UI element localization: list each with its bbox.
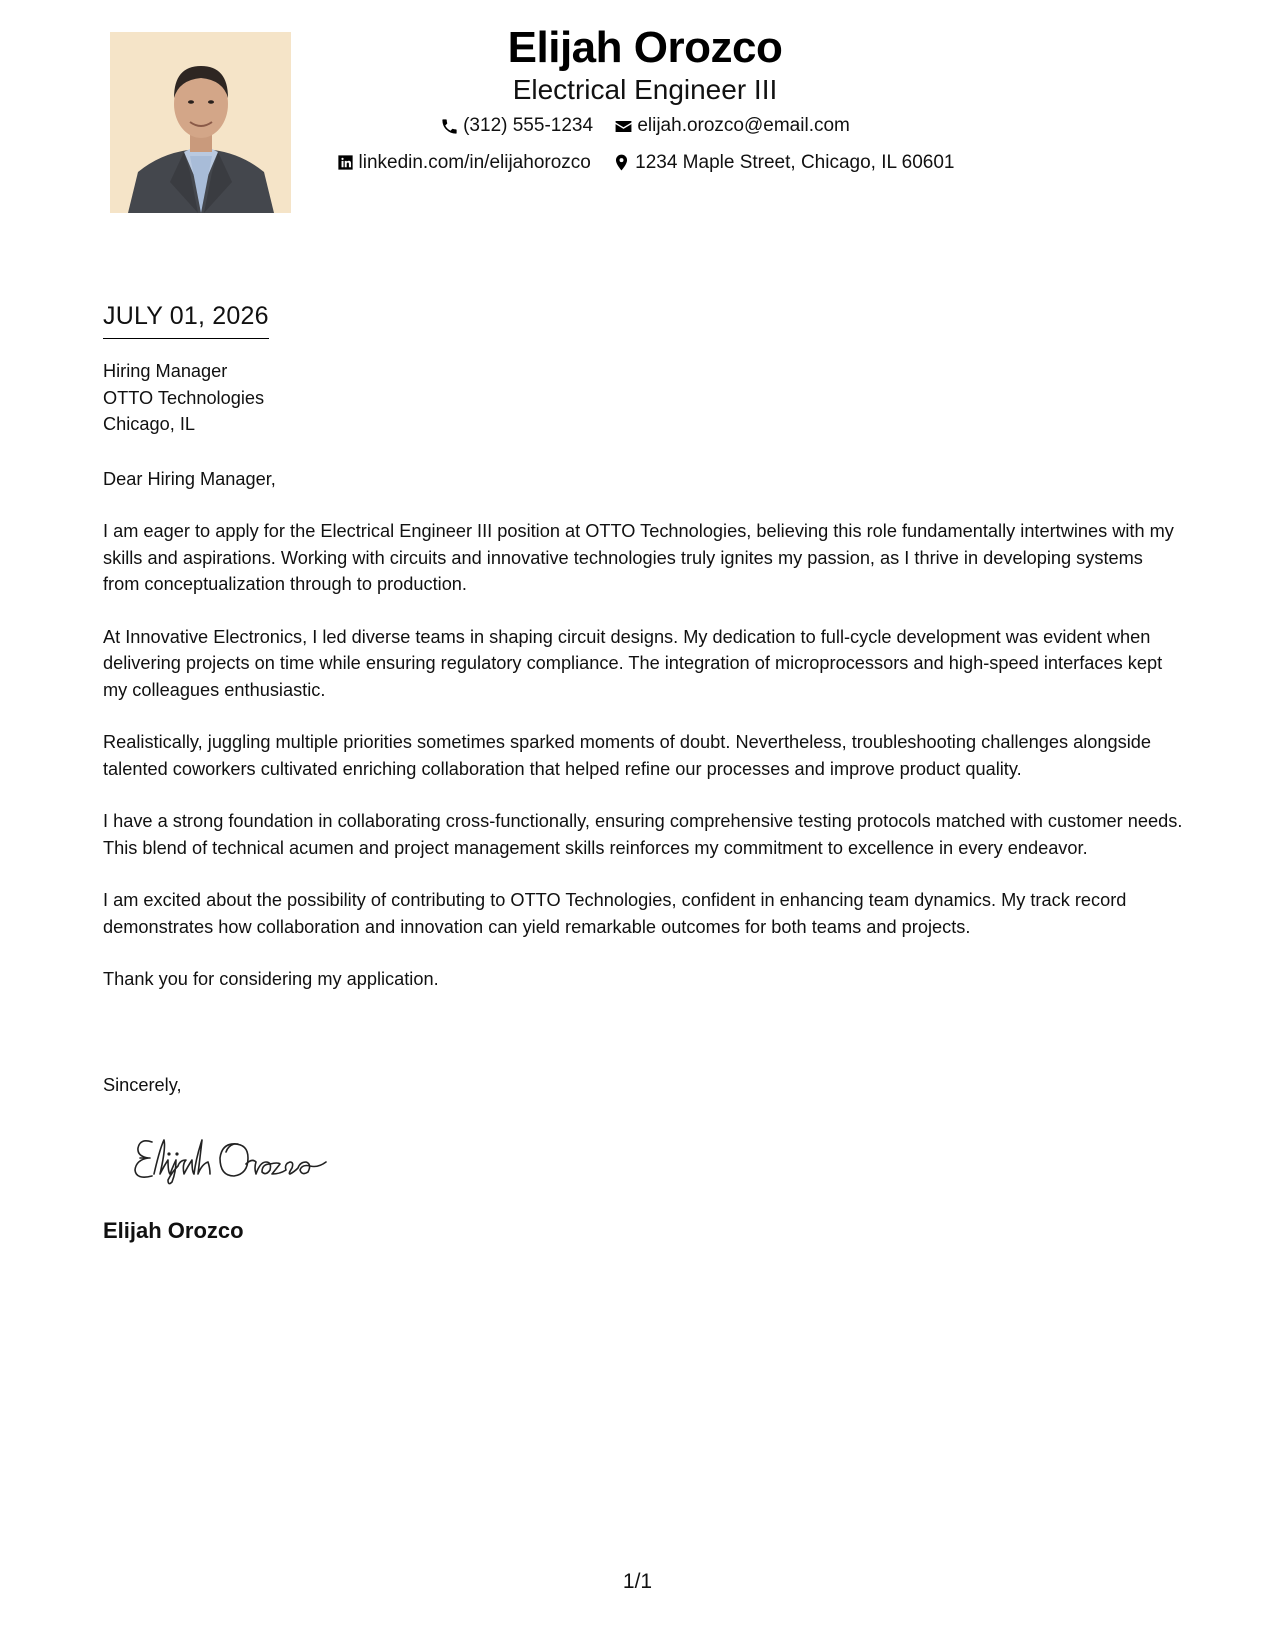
- applicant-name: Elijah Orozco: [507, 23, 783, 72]
- page-indicator: 1/1: [622, 1570, 653, 1593]
- letter-body: [103, 358, 1183, 1019]
- linkedin-text: linkedin.com/in/elijahorozco: [358, 151, 591, 173]
- letter-date: JULY 01, 2026: [103, 300, 269, 339]
- signer-name: Elijah Orozco: [103, 1218, 244, 1243]
- recipient-line: Hiring Manager: [103, 361, 228, 381]
- body-paragraph: At Innovative Electronics, I led diverse teams in shaping circuit designs. My dedication to full-cycle development was evident when delivering projects on time while ensuring regulatory compliance. The integration of microprocessors and high-speed interfaces kept my colleagues enthusiastic.: [103, 626, 1163, 700]
- body-paragraph: I am eager to apply for the Electrical Engineer III position at OTTO Technologies, believing this role fundamentally intertwines with my skills and aspirations. Working with circuits and innovative technologies truly ignites my passion, as I thrive in developing systems from conceptualization through to production.: [103, 521, 1174, 594]
- phone-text: (312) 555-1234: [463, 115, 594, 136]
- salutation: Dear Hiring Manager,: [103, 468, 276, 489]
- body-paragraph: Realistically, juggling multiple priorities sometimes sparked moments of doubt. Nevertheless, troubleshooting challenges alongside talented coworkers cultivated enriching collaboration that helped refine our processes and improve product quality.: [103, 732, 1152, 779]
- address-text: 1234 Maple Street, Chicago, IL 60601: [635, 151, 955, 173]
- phone-icon: [440, 117, 459, 136]
- body-paragraph: I am excited about the possibility of contributing to OTTO Technologies, confident in enhancing team dynamics. My track record demonstrates how collaboration and innovation can yield remarkable outcomes for both teams and projects.: [103, 890, 1127, 937]
- contact-linkedin: [336, 151, 591, 175]
- contact-email: [614, 114, 850, 138]
- contact-address: [612, 151, 954, 175]
- body-paragraph: Thank you for considering my application.: [103, 969, 439, 989]
- contact-row-2: [290, 151, 1000, 180]
- map-pin-icon: [612, 153, 631, 172]
- letter-header: [290, 22, 1000, 179]
- body-paragraph: I have a strong foundation in collaborating cross-functionally, ensuring comprehensive testing protocols matched with customer needs. This blend of technical acumen and project management skills reinforces my commitment to excellence in every endeavor.: [103, 811, 1183, 858]
- email-text: elijah.orozco@email.com: [637, 115, 850, 136]
- contact-row-1: [290, 114, 1000, 143]
- handwritten-signature: [130, 1128, 350, 1188]
- contact-phone: [440, 114, 593, 138]
- recipient-line: Chicago, IL: [103, 414, 196, 434]
- envelope-icon: [614, 117, 633, 136]
- profile-photo: [110, 32, 291, 213]
- applicant-title: Electrical Engineer III: [512, 74, 778, 105]
- linkedin-icon: [336, 153, 355, 172]
- recipient-block: [103, 358, 1183, 438]
- recipient-line: OTTO Technologies: [103, 387, 265, 408]
- closing: Sincerely,: [103, 1075, 182, 1095]
